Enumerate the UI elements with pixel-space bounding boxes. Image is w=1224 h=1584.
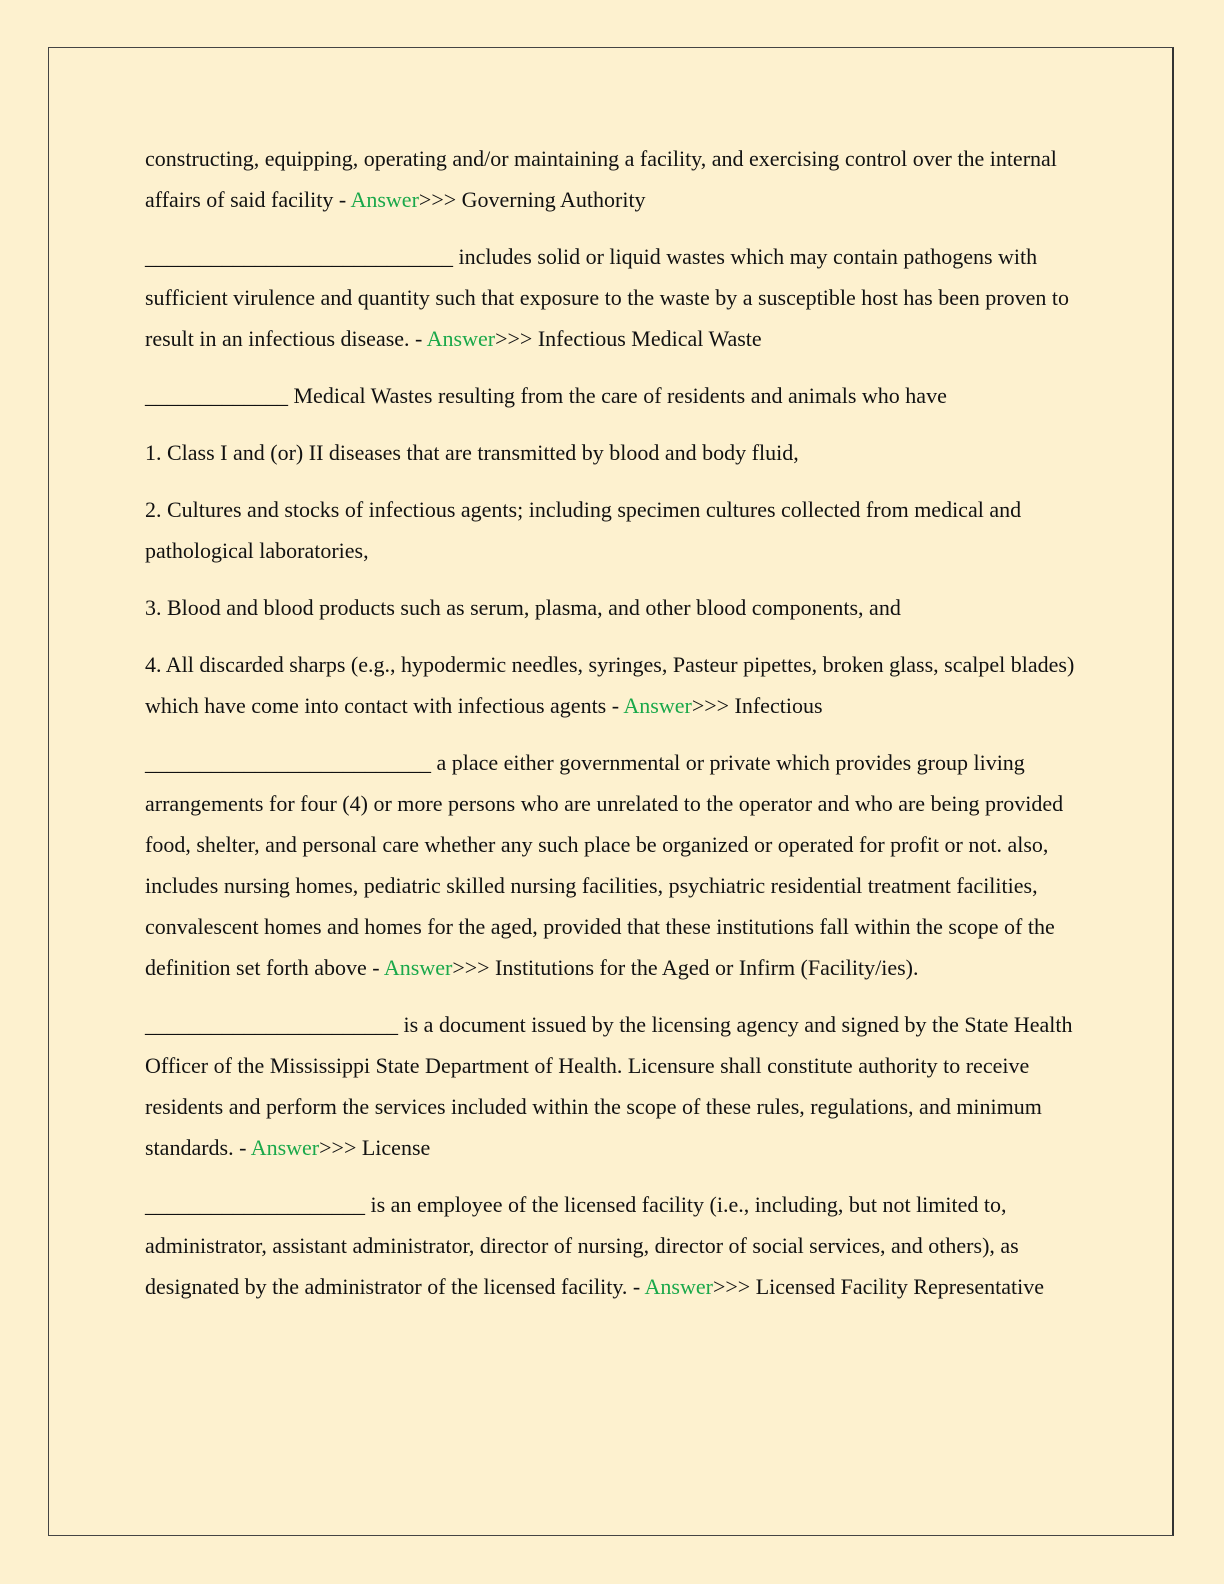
paragraph-text: __________________________ a place either governmental or private which provides group living arrangements for four (4) or more persons who are unrelated to the operator and who are being provided food, shelter, and personal care whether any such place be organized or operated for profit or not. also, includes nursing homes, pediatric skilled nursing facilities, psychiatric residential treatment facilities, convalescent homes and homes for the aged, provided that these institutions fall within the scope of the definition set forth above -: [145, 750, 1064, 980]
paragraph-infectious-medical-waste: [145, 236, 1085, 359]
paragraph-license: [145, 1004, 1085, 1168]
paragraph-medical-wastes-intro: [145, 375, 1085, 416]
answer-text: >>> Licensed Facility Representative: [712, 1274, 1045, 1299]
paragraph-governing-authority: [145, 138, 1085, 220]
answer-label: Answer: [350, 187, 419, 212]
paragraph-text: constructing, equipping, operating and/or maintaining a facility, and exercising control over the internal affairs of said facility -: [145, 146, 1057, 212]
list-item-2: [145, 489, 1085, 571]
paragraph-text: 1. Class I and (or) II diseases that are transmitted by blood and body fluid,: [145, 440, 799, 465]
answer-text: >>> Infectious: [691, 693, 823, 718]
answer-label: Answer: [250, 1135, 320, 1160]
paragraph-text: 3. Blood and blood products such as serum, plasma, and other blood components, and: [145, 595, 901, 620]
answer-text: >>> Governing Authority: [418, 187, 646, 212]
answer-label: Answer: [426, 326, 496, 351]
paragraph-text: 2. Cultures and stocks of infectious agents; including specimen cultures collected from medical and pathological laboratories,: [145, 497, 1022, 563]
answer-text: >>> License: [319, 1135, 431, 1160]
paragraph-institutions-aged-infirm: [145, 742, 1085, 988]
answer-label: Answer: [644, 1274, 713, 1299]
answer-text: >>> Institutions for the Aged or Infirm (Facility/ies).: [452, 955, 919, 980]
answer-label: Answer: [623, 693, 692, 718]
answer-label: Answer: [383, 955, 453, 980]
list-item-1: [145, 432, 1085, 473]
paragraph-text: 4. All discarded sharps (e.g., hypodermic needles, syringes, Pasteur pipettes, broken glass, scalpel blades) which have come into contact with infectious agents -: [145, 652, 1075, 718]
answer-text: >>> Infectious Medical Waste: [495, 326, 762, 351]
document-body: [145, 138, 1085, 1323]
paragraph-text: _______________________ is a document issued by the licensing agency and signed by the State Health Officer of the Mississippi State Department of Health. Licensure shall constitute authority to receive residents and perform the services included within the scope of these rules, regulations, and minimum standards. -: [145, 1012, 1073, 1160]
list-item-3: [145, 587, 1085, 628]
paragraph-licensed-facility-representative: [145, 1184, 1085, 1307]
paragraph-text: ____________________ is an employee of the licensed facility (i.e., including, but not limited to, administrator, assistant administrator, director of nursing, director of social services, and others), as designated by the administrator of the licensed facility. -: [145, 1192, 1019, 1299]
paragraph-text: ____________________________ includes solid or liquid wastes which may contain pathogens with sufficient virulence and quantity such that exposure to the waste by a susceptible host has been proven to result in an infectious disease. -: [145, 244, 1069, 351]
list-item-4: [145, 644, 1085, 726]
paragraph-text: _____________ Medical Wastes resulting from the care of residents and animals who have: [145, 383, 947, 408]
